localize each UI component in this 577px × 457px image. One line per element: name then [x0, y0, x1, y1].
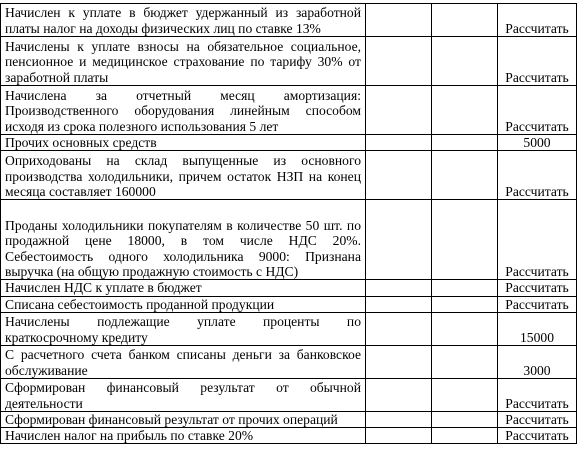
- table-row: [1, 151, 577, 200]
- debit-account-cell: [366, 378, 432, 411]
- credit-account-cell: [432, 151, 498, 200]
- credit-account-cell: [432, 135, 498, 151]
- table-row: [1, 4, 577, 37]
- table-row: [1, 200, 577, 280]
- table-row: [1, 37, 577, 86]
- credit-account-cell: [432, 312, 498, 345]
- credit-account-cell: [432, 200, 498, 280]
- amount-cell: Рассчитать: [498, 378, 577, 411]
- debit-account-cell: [366, 312, 432, 345]
- amount-cell: 3000: [498, 345, 577, 378]
- operation-description: Сформирован финансовый результат от обычной деятельности: [1, 378, 366, 411]
- table-row: [1, 86, 577, 135]
- debit-account-cell: [366, 135, 432, 151]
- operation-description: Начислены подлежащие уплате проценты по краткосрочному кредиту: [1, 312, 366, 345]
- debit-account-cell: [366, 151, 432, 200]
- amount-cell: Рассчитать: [498, 411, 577, 427]
- table-row: [1, 312, 577, 345]
- credit-account-cell: [432, 37, 498, 86]
- table-row: [1, 296, 577, 312]
- table-row: [1, 411, 577, 427]
- debit-account-cell: [366, 411, 432, 427]
- credit-account-cell: [432, 4, 498, 37]
- credit-account-cell: [432, 378, 498, 411]
- amount-cell: Рассчитать: [498, 86, 577, 135]
- debit-account-cell: [366, 37, 432, 86]
- debit-account-cell: [366, 428, 432, 444]
- credit-account-cell: [432, 86, 498, 135]
- operation-description: Начислен НДС к уплате в бюджет: [1, 280, 366, 296]
- table-row: [1, 428, 577, 444]
- debit-account-cell: [366, 86, 432, 135]
- amount-cell: Рассчитать: [498, 37, 577, 86]
- amount-cell: Рассчитать: [498, 4, 577, 37]
- operation-description: Начислен к уплате в бюджет удержанный из заработной платы налог на доходы физических лиц по ставке 13%: [1, 4, 366, 37]
- operation-description: Сформирован финансовый результат от прочих операций: [1, 411, 366, 427]
- credit-account-cell: [432, 428, 498, 444]
- debit-account-cell: [366, 296, 432, 312]
- operation-description: Начислена за отчетный месяц амортизация: Производственного оборудования линейным способом исходя из срока полезного использования 5 лет: [1, 86, 366, 135]
- operation-description: Списана себестоимость проданной продукции: [1, 296, 366, 312]
- debit-account-cell: [366, 280, 432, 296]
- transactions-table: [0, 3, 577, 444]
- amount-cell: 5000: [498, 135, 577, 151]
- debit-account-cell: [366, 345, 432, 378]
- table-row: [1, 378, 577, 411]
- operation-description: Оприходованы на склад выпущенные из основного производства холодильники, причем остаток НЗП на конец месяца составляет 160000: [1, 151, 366, 200]
- operation-description: Прочих основных средств: [1, 135, 366, 151]
- credit-account-cell: [432, 296, 498, 312]
- debit-account-cell: [366, 200, 432, 280]
- table-row: [1, 280, 577, 296]
- operation-description: Начислены к уплате взносы на обязательное социальное, пенсионное и медицинское страхование по тарифу 30% от заработной платы: [1, 37, 366, 86]
- table-row: [1, 135, 577, 151]
- operation-description: Начислен налог на прибыль по ставке 20%: [1, 428, 366, 444]
- credit-account-cell: [432, 280, 498, 296]
- amount-cell: 15000: [498, 312, 577, 345]
- amount-cell: Рассчитать: [498, 200, 577, 280]
- operation-description: С расчетного счета банком списаны деньги за банковское обслуживание: [1, 345, 366, 378]
- credit-account-cell: [432, 345, 498, 378]
- operation-description: Проданы холодильники покупателям в количестве 50 шт. по продажной цене 18000, в том числе НДС 20%. Себестоимость одного холодильника 9000: Признана выручка (на общую продажную стоимость с НДС): [1, 200, 366, 280]
- credit-account-cell: [432, 411, 498, 427]
- debit-account-cell: [366, 4, 432, 37]
- amount-cell: Рассчитать: [498, 151, 577, 200]
- amount-cell: Рассчитать: [498, 428, 577, 444]
- amount-cell: Рассчитать: [498, 280, 577, 296]
- transactions-table-body: [1, 4, 577, 444]
- amount-cell: Рассчитать: [498, 296, 577, 312]
- table-row: [1, 345, 577, 378]
